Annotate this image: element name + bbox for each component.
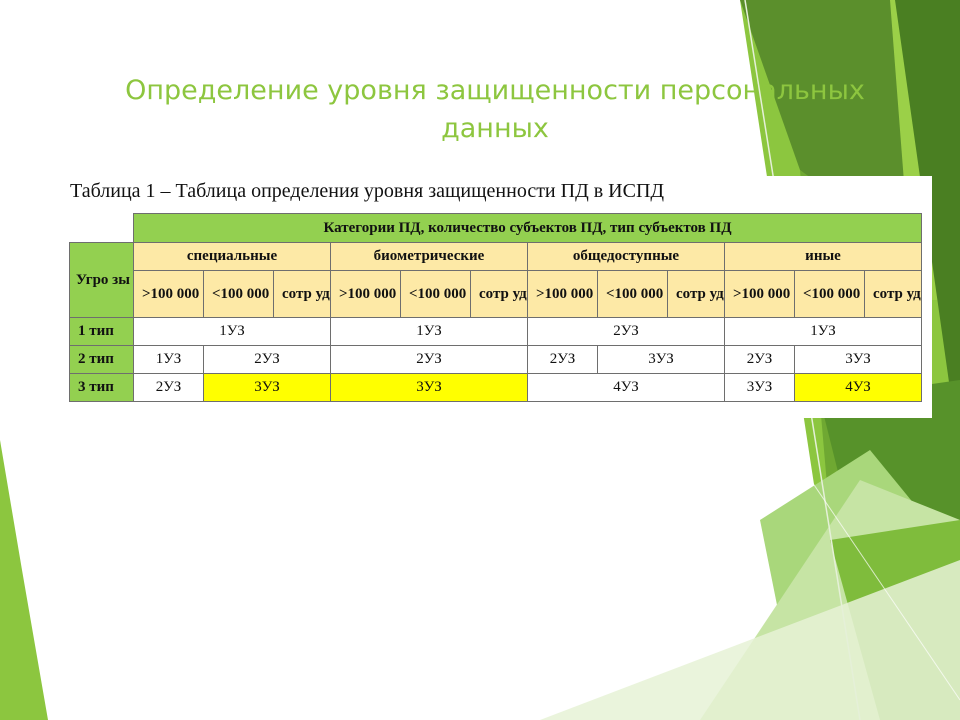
protection-level-cell: 3УЗ [795,346,922,374]
protection-level-cell: 2УЗ [528,346,598,374]
category-header-biometric: биометрические [331,243,528,271]
subheader-over-100k-header: >100 000 [134,271,204,318]
slide-title [80,72,910,148]
protection-level-cell: 3УЗ [598,346,725,374]
protection-level-cell: 2УЗ [725,346,795,374]
decor-shape [540,560,960,720]
category-header-special: специальные [134,243,331,271]
subheader-row [70,271,922,318]
threat-type-label: 2 тип [70,346,134,374]
table-caption [70,180,664,203]
subheader-employees-header: сотр уд [668,271,725,318]
table-row [70,374,922,402]
threats-header: Угро зы [70,243,134,318]
slide-title-line-2: данных [441,113,549,144]
table-figure [64,176,932,418]
subheader-over-100k-header: >100 000 [528,271,598,318]
table-body [70,318,922,402]
protection-level-cell: 2УЗ [528,318,725,346]
subheader-employees-header: сотр уд [274,271,331,318]
category-header-other: иные [725,243,922,271]
threat-type-label: 3 тип [70,374,134,402]
subheader-employees-header: сотр уд [865,271,922,318]
subheader-under-100k-header: <100 000 [598,271,668,318]
table-caption-prefix: Таблица 1 – Таблица [70,180,247,202]
protection-level-cell: 1УЗ [725,318,922,346]
subheader-over-100k-header: >100 000 [725,271,795,318]
protection-level-cell: 2УЗ [134,374,204,402]
protection-level-cell: 4УЗ [795,374,922,402]
protection-level-cell: 3УЗ [331,374,528,402]
threat-type-label: 1 тип [70,318,134,346]
categories-main-header: Категории ПД, количество субъектов ПД, тип субъектов ПД [134,214,922,243]
protection-level-cell: 2УЗ [331,346,528,374]
protection-level-cell: 1УЗ [331,318,528,346]
subheader-under-100k-header: <100 000 [401,271,471,318]
subheader-employees-header: сотр уд [471,271,528,318]
subheader-over-100k-header: >100 000 [331,271,401,318]
protection-level-table [69,213,922,402]
decor-shape [0,440,48,720]
protection-level-cell: 3УЗ [204,374,331,402]
protection-level-cell: 1УЗ [134,318,331,346]
subheader-under-100k-header: <100 000 [204,271,274,318]
protection-level-cell: 4УЗ [528,374,725,402]
protection-level-cell: 3УЗ [725,374,795,402]
subheader-under-100k-header: <100 000 [795,271,865,318]
table-caption-bold: определения уровня защищенности ПД в ИСПД [251,180,665,202]
protection-level-cell: 2УЗ [204,346,331,374]
category-header-public: общедоступные [528,243,725,271]
protection-level-cell: 1УЗ [134,346,204,374]
table-corner [70,214,134,243]
table-row [70,318,922,346]
slide-title-line-1: Определение уровня защищенности персональных [125,75,865,106]
table-row [70,346,922,374]
